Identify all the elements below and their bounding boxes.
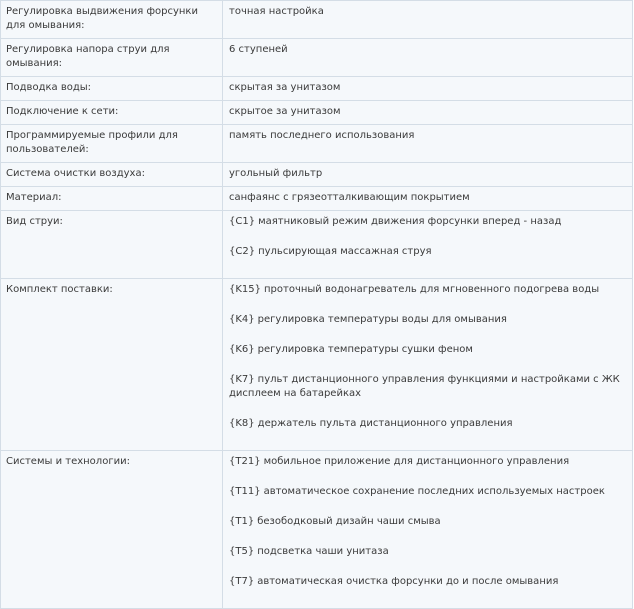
feature-item — [229, 343, 626, 357]
feature-item — [229, 575, 626, 589]
feature-item — [229, 245, 626, 259]
feature-text: регулировка температуры сушки феном — [257, 344, 473, 355]
feature-item — [229, 417, 626, 431]
technologies-list — [223, 451, 633, 609]
spec-label: Системы и технологии: — [1, 451, 223, 609]
spec-label: Вид струи: — [1, 211, 223, 279]
feature-code: {T1} — [229, 516, 255, 527]
feature-code: {K15} — [229, 284, 262, 295]
feature-text: безободковый дизайн чаши смыва — [257, 516, 441, 527]
feature-text: автоматическая очистка форсунки до и после омывания — [257, 576, 559, 587]
spec-label: Регулировка напора струи для омывания: — [1, 39, 223, 77]
table-row — [1, 101, 633, 125]
feature-code: {K8} — [229, 418, 255, 429]
spec-label: Система очистки воздуха: — [1, 163, 223, 187]
spec-value: память последнего использования — [223, 125, 633, 163]
feature-code: {T7} — [229, 576, 255, 587]
feature-code: {K6} — [229, 344, 255, 355]
package-list — [223, 279, 633, 451]
table-row — [1, 125, 633, 163]
feature-code: {K4} — [229, 314, 255, 325]
spec-value: точная настройка — [223, 1, 633, 39]
feature-text: пульт дистанционного управления функциями и настройками с ЖК дисплеем на батарейках — [229, 374, 620, 399]
spec-value: скрытая за унитазом — [223, 77, 633, 101]
feature-text: держатель пульта дистанционного управления — [257, 418, 513, 429]
feature-item — [229, 485, 626, 499]
spec-label: Подводка воды: — [1, 77, 223, 101]
spec-value: угольный фильтр — [223, 163, 633, 187]
feature-item — [229, 545, 626, 559]
table-row-technologies — [1, 451, 633, 609]
feature-text: автоматическое сохранение последних используемых настроек — [263, 486, 605, 497]
feature-text: проточный водонагреватель для мгновенного подогрева воды — [264, 284, 600, 295]
spec-value: скрытое за унитазом — [223, 101, 633, 125]
feature-code: {K7} — [229, 374, 255, 385]
feature-item — [229, 215, 626, 229]
spec-value: 6 ступеней — [223, 39, 633, 77]
feature-code: {T21} — [229, 456, 261, 467]
table-row — [1, 77, 633, 101]
table-row — [1, 1, 633, 39]
feature-item — [229, 455, 626, 469]
spec-label: Программируемые профили для пользователей: — [1, 125, 223, 163]
table-row — [1, 163, 633, 187]
feature-code: {T11} — [229, 486, 261, 497]
feature-text: маятниковый режим движения форсунки вперед - назад — [258, 216, 562, 227]
spec-value: санфаянс с грязеотталкивающим покрытием — [223, 187, 633, 211]
feature-code: {C1} — [229, 216, 256, 227]
spec-label: Подключение к сети: — [1, 101, 223, 125]
spec-label: Комплект поставки: — [1, 279, 223, 451]
feature-item — [229, 373, 626, 401]
feature-code: {T5} — [229, 546, 255, 557]
feature-text: подсветка чаши унитаза — [257, 546, 389, 557]
feature-text: пульсирующая массажная струя — [258, 246, 432, 257]
feature-item — [229, 515, 626, 529]
feature-item — [229, 283, 626, 297]
table-row-package — [1, 279, 633, 451]
feature-text: регулировка температуры воды для омывания — [257, 314, 507, 325]
spray-type-list — [223, 211, 633, 279]
feature-code: {C2} — [229, 246, 256, 257]
spec-label: Материал: — [1, 187, 223, 211]
table-row — [1, 39, 633, 77]
feature-text: мобильное приложение для дистанционного управления — [263, 456, 570, 467]
table-row-spray-type — [1, 211, 633, 279]
spec-label: Регулировка выдвижения форсунки для омывания: — [1, 1, 223, 39]
table-row — [1, 187, 633, 211]
feature-item — [229, 313, 626, 327]
